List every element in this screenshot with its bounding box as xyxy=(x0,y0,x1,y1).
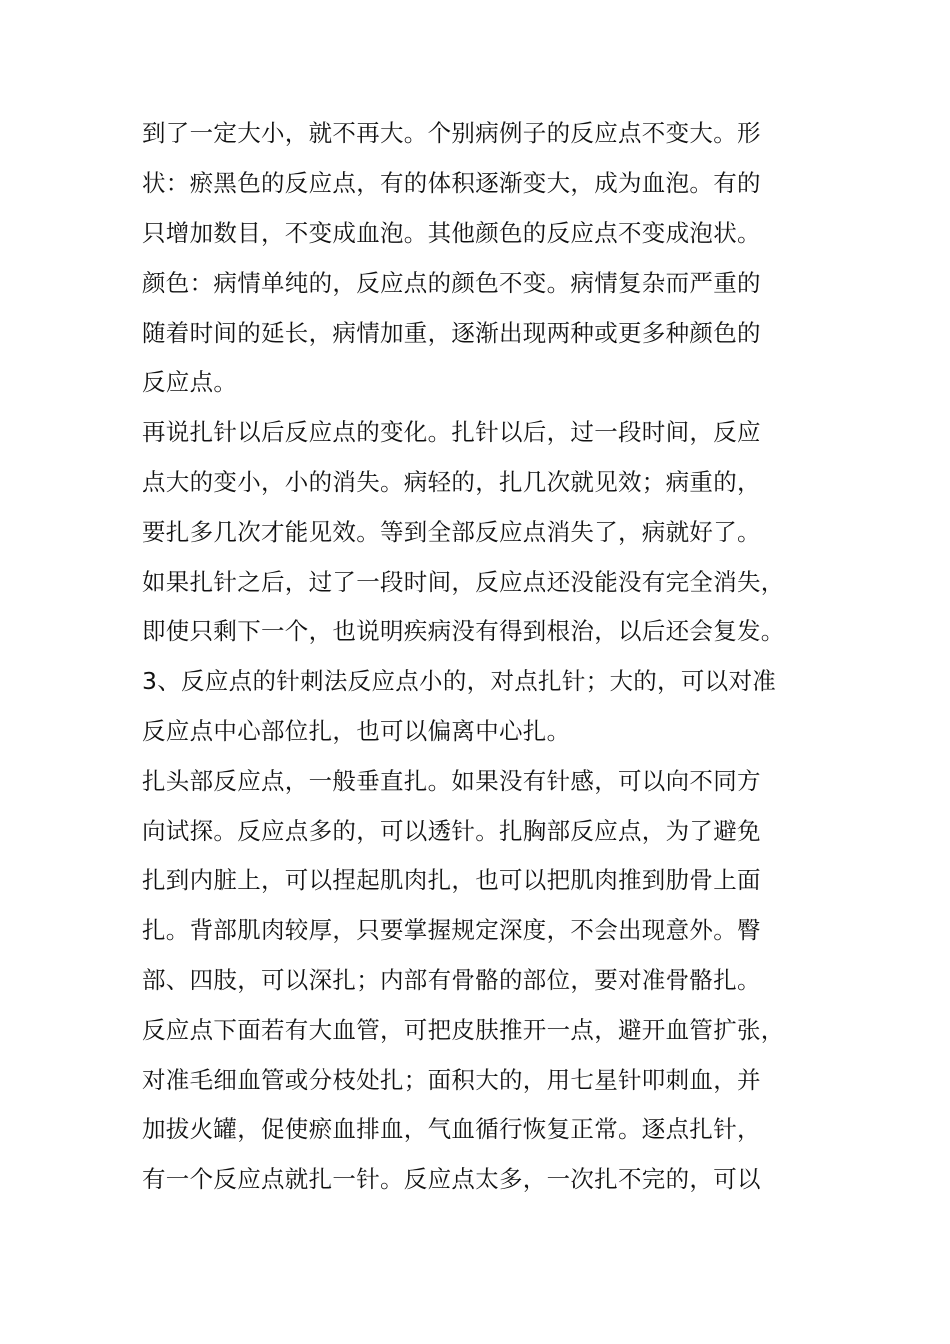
text-line-1: 到了一定大小，就不再大。个别病例子的反应点不变大。形 xyxy=(142,119,761,147)
text-line-22: 有一个反应点就扎一针。反应点太多，一次扎不完的，可以 xyxy=(142,1165,761,1193)
text-line-8: 点大的变小，小的消失。病轻的，扎几次就见效；病重的， xyxy=(142,468,761,496)
text-line-3: 只增加数目，不变成血泡。其他颜色的反应点不变成泡状。 xyxy=(142,219,761,247)
text-line-21: 加拔火罐，促使瘀血排血，气血循行恢复正常。逐点扎针， xyxy=(142,1115,761,1143)
text-line-9: 要扎多几次才能见效。等到全部反应点消失了，病就好了。 xyxy=(142,518,761,546)
text-line-19: 反应点下面若有大血管，可把皮肤推开一点，避开血管扩张， xyxy=(142,1016,785,1044)
text-line-20: 对准毛细血管或分枝处扎；面积大的，用七星针叩刺血，并 xyxy=(142,1066,761,1094)
text-line-5: 随着时间的延长，病情加重，逐渐出现两种或更多种颜色的 xyxy=(142,319,761,347)
text-line-10: 如果扎针之后，过了一段时间，反应点还没能没有完全消失， xyxy=(142,568,785,596)
text-line-13: 反应点中心部位扎，也可以偏离中心扎。 xyxy=(142,717,571,745)
text-line-18: 部、四肢，可以深扎；内部有骨骼的部位，要对准骨骼扎。 xyxy=(142,966,761,994)
text-line-4: 颜色：病情单纯的，反应点的颜色不变。病情复杂而严重的 xyxy=(142,269,761,297)
text-line-12: 3、反应点的针刺法反应点小的，对点扎针；大的，可以对准 xyxy=(142,667,777,695)
text-line-2: 状：瘀黑色的反应点，有的体积逐渐变大，成为血泡。有的 xyxy=(142,169,761,197)
text-line-17: 扎。背部肌肉较厚，只要掌握规定深度，不会出现意外。臀 xyxy=(142,916,761,944)
text-line-6: 反应点。 xyxy=(142,368,238,396)
text-line-11: 即使只剩下一个，也说明疾病没有得到根治，以后还会复发。 xyxy=(142,617,785,645)
text-line-7: 再说扎针以后反应点的变化。扎针以后，过一段时间，反应 xyxy=(142,418,761,446)
text-line-14: 扎头部反应点，一般垂直扎。如果没有针感，可以向不同方 xyxy=(142,767,761,795)
text-line-16: 扎到内脏上，可以捏起肌肉扎，也可以把肌肉推到肋骨上面 xyxy=(142,866,761,894)
text-line-15: 向试探。反应点多的，可以透针。扎胸部反应点，为了避免 xyxy=(142,817,761,845)
